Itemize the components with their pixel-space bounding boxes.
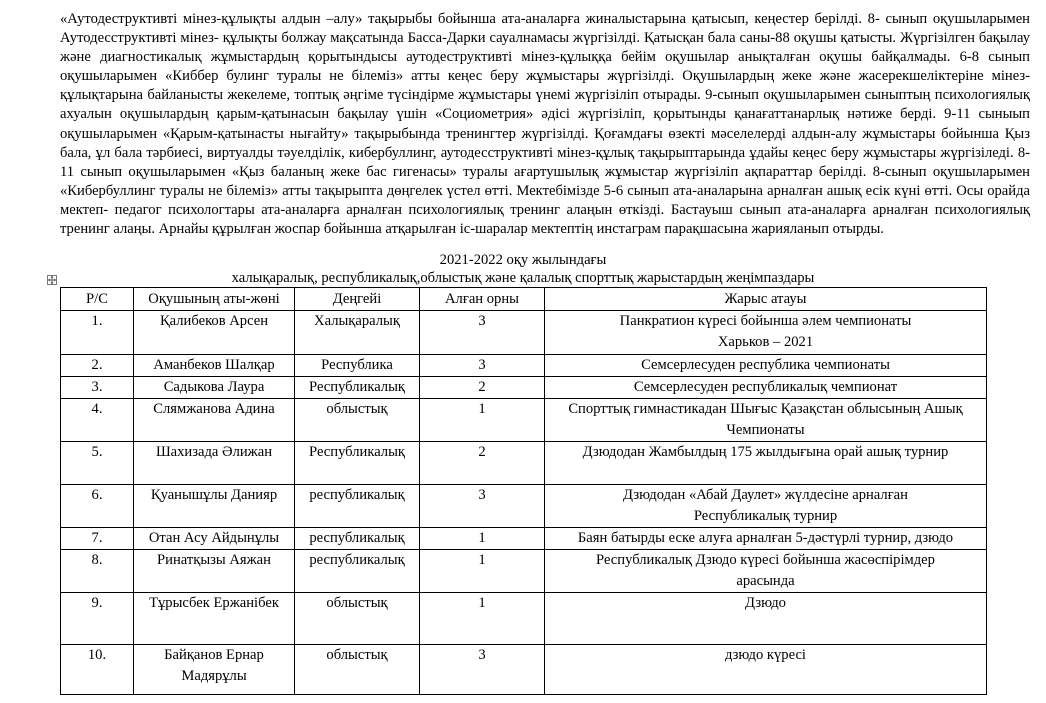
competition-cell: Республикалық Дзюдо күресі бойынша жасөспірімдер арасында bbox=[545, 550, 987, 593]
level-cell: республикалық bbox=[295, 528, 420, 550]
row-number: 5. bbox=[61, 442, 134, 485]
table-row bbox=[61, 550, 987, 593]
place-cell: 2 bbox=[420, 442, 545, 485]
place-cell: 3 bbox=[420, 645, 545, 695]
competition-cell: Дзюдо bbox=[545, 593, 987, 645]
move-arrows-icon[interactable] bbox=[47, 275, 57, 285]
intro-paragraph: «Аутодеструктивті мінез-құлықты алдын –алу» тақырыбы бойынша ата-аналарға жиналыстарына қатысып, кеңестер берілді. 8- сынып оқушыларымен Аутодесструктивті мінез- құлықты болжау мақсатында Басса-Дарки сауалнамасы жүргізілді. Қатысқан бала саны-88 оқушы қатысты. Жүргізілген бақылау және диагностикалық жұмыстардың қорытындысы аутодеструктивті мінез-құлыққа бейім оқушылар анықталған оқушы байқалмады. 6-8 сынып оқушыларымен «Киббер булинг туралы не білеміз» атты кеңес беру жұмыстары жүргізілді. Оқушылардың жеке және жасерекшеліктеріне мінез-құлықтарына байланысты жекелеме, топтық әңгіме түсіндірме жұмыстары үнемі жүргізіліп отырады. 9-сынып оқушыларымен сыныптың психологиялық ахуалын оқушылардың қарым-қатынасын бақылау үшін «Социометрия» әдісі жүргізіліп, қорытынды қанағаттанарлық нәтиже берді. 9-11 сыныып оқушыларымен «Қарым-қатынасты нығайту» тақырыбында тренингтер жүргізілді. Қоғамдағы өзекті мәселелерді алдын-алу жұмыстары бойынша Қыз бала, ұл бала тәрбиесі, виртуалды тәуелділік, кибербуллинг, аутодесструктивті мінез-құлық тақырыптарында ұдайы кеңес беру жұмыстары жүргізіледі. 8-11 сынып оқушыларымен «Қыз баланың жеке бас гигенасы» туралы ағартушылық жұмыстар жүргізіліп ақпараттар берілді. 8-сынып оқушыларымен «Кибербуллинг туралы не білеміз» атты тақырыпта дөңгелек үстел өтті. Мектебімізде 5-6 сынып ата-аналарына арналған ашық есік күні өтті. Осы орайда мектеп- педагог психологтары ата-аналарға арналған психологиялық тренинг алаңын өткізді. Бастауыш сынып ата-аналарға арналған психологиялық тренинг алаңы. Арнайы құрылған жоспар бойынша атқарылған іс-шаралар мектептің инстаграм парақшасына жарияланып отырды. bbox=[60, 11, 1030, 238]
row-number: 8. bbox=[61, 550, 134, 593]
table-row bbox=[61, 593, 987, 645]
student-name: Садыкова Лаура bbox=[134, 377, 295, 399]
place-cell: 1 bbox=[420, 528, 545, 550]
student-name: Слямжанова Адина bbox=[134, 399, 295, 442]
student-name: Тұрысбек Ержанібек bbox=[134, 593, 295, 645]
table-row bbox=[61, 645, 987, 695]
level-cell: облыстық bbox=[295, 399, 420, 442]
row-number: 4. bbox=[61, 399, 134, 442]
table-row bbox=[61, 311, 987, 355]
level-cell: республикалық bbox=[295, 550, 420, 593]
table-row bbox=[61, 528, 987, 550]
place-cell: 1 bbox=[420, 550, 545, 593]
header-place: Алған орны bbox=[420, 288, 545, 311]
level-cell: Халықаралық bbox=[295, 311, 420, 355]
student-name: Аманбеков Шалқар bbox=[134, 355, 295, 377]
winners-table bbox=[60, 287, 987, 695]
level-cell: республикалық bbox=[295, 485, 420, 528]
competition-cell: Спорттық гимнастикадан Шығыс Қазақстан облысының Ашық Чемпионаты bbox=[545, 399, 987, 442]
student-name: Ринатқызы Аяжан bbox=[134, 550, 295, 593]
header-level: Деңгейі bbox=[295, 288, 420, 311]
table-header-row bbox=[61, 288, 987, 311]
level-cell: облыстық bbox=[295, 593, 420, 645]
level-cell: Республикалық bbox=[295, 377, 420, 399]
place-cell: 3 bbox=[420, 311, 545, 355]
row-number: 6. bbox=[61, 485, 134, 528]
header-student-name: Оқушының аты-жөні bbox=[134, 288, 295, 311]
level-cell: облыстық bbox=[295, 645, 420, 695]
table-row bbox=[61, 377, 987, 399]
row-number: 10. bbox=[61, 645, 134, 695]
level-cell: Республикалық bbox=[295, 442, 420, 485]
competition-cell: Семсерлесуден республика чемпионаты bbox=[545, 355, 987, 377]
student-name: Қалибеков Арсен bbox=[134, 311, 295, 355]
table-row bbox=[61, 355, 987, 377]
competition-cell: Панкратион күресі бойынша әлем чемпионаты Харьков – 2021 bbox=[545, 311, 987, 355]
competition-cell: Семсерлесуден республикалық чемпионат bbox=[545, 377, 987, 399]
place-cell: 1 bbox=[420, 593, 545, 645]
place-cell: 3 bbox=[420, 355, 545, 377]
row-number: 9. bbox=[61, 593, 134, 645]
place-cell: 2 bbox=[420, 377, 545, 399]
level-cell: Республика bbox=[295, 355, 420, 377]
place-cell: 3 bbox=[420, 485, 545, 528]
table-row bbox=[61, 399, 987, 442]
competition-cell: Баян батырды еске алуға арналған 5-дәстүрлі турнир, дзюдо bbox=[545, 528, 987, 550]
row-number: 3. bbox=[61, 377, 134, 399]
row-number: 2. bbox=[61, 355, 134, 377]
competition-cell: дзюдо күресі bbox=[545, 645, 987, 695]
table-row bbox=[61, 442, 987, 485]
table-caption: халықаралық, республикалық,облыстық және қалалық спорттық жарыстардың жеңімпаздары bbox=[231, 270, 815, 286]
table-row bbox=[61, 485, 987, 528]
student-name: Шахизада Әлижан bbox=[134, 442, 295, 485]
table-year-heading: 2021-2022 оқу жылындағы bbox=[439, 252, 607, 268]
header-number: Р/С bbox=[61, 288, 134, 311]
student-name: Байқанов Ернар Мадярұлы bbox=[134, 645, 295, 695]
student-name: Қуанышұлы Данияр bbox=[134, 485, 295, 528]
competition-cell: Дзюдодан Жамбылдың 175 жылдығына орай ашық турнир bbox=[545, 442, 987, 485]
competition-cell: Дзюдодан «Абай Даулет» жүлдесіне арналған Республикалық турнир bbox=[545, 485, 987, 528]
row-number: 7. bbox=[61, 528, 134, 550]
row-number: 1. bbox=[61, 311, 134, 355]
place-cell: 1 bbox=[420, 399, 545, 442]
student-name: Отан Асу Айдынұлы bbox=[134, 528, 295, 550]
header-competition: Жарыс атауы bbox=[545, 288, 987, 311]
